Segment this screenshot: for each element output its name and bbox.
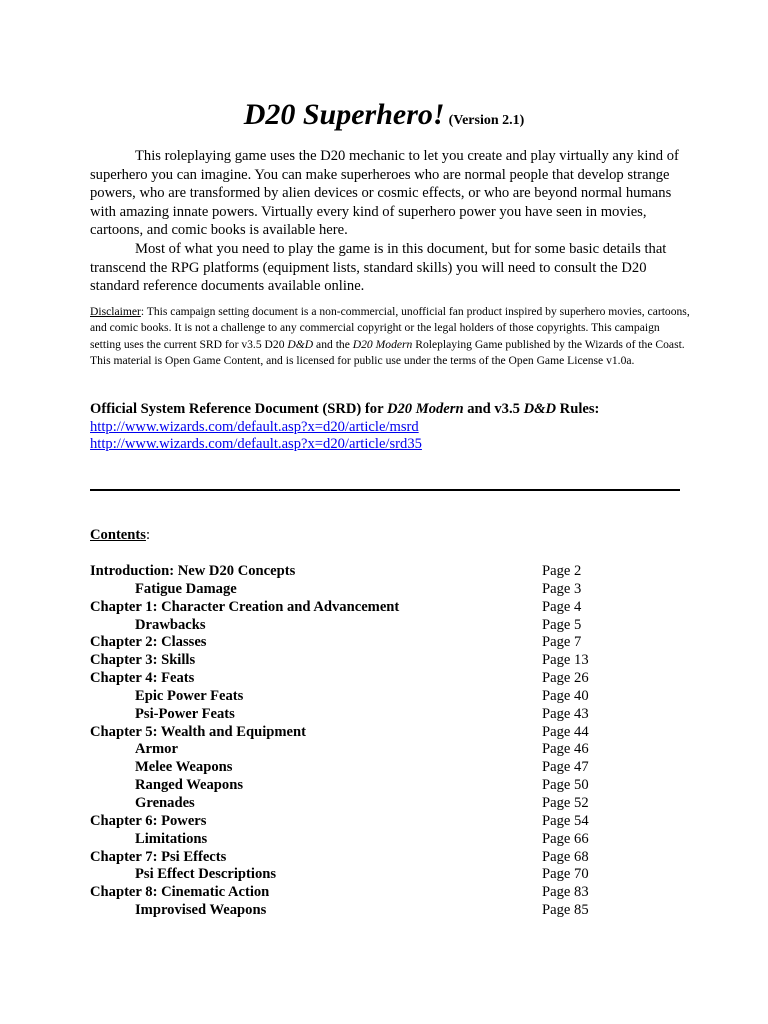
toc-entry-page: Page 83: [542, 884, 589, 901]
toc-entry-title: Chapter 8: Cinematic Action: [90, 884, 270, 901]
srd-heading-dnd: D&D: [523, 401, 557, 417]
toc-entry-page: Page 40: [542, 687, 589, 704]
toc-entry-page: Page 5: [542, 616, 582, 633]
toc-entry-page: Page 54: [542, 812, 589, 829]
intro-section: [90, 147, 690, 296]
srd-heading: [90, 401, 690, 419]
disclaimer-dnd: D&D: [287, 337, 314, 351]
toc-entry: [90, 688, 690, 706]
srd-link-srd35[interactable]: http://www.wizards.com/default.asp?x=d20/article/srd35: [90, 436, 422, 452]
disclaimer-text-1: : This campaign setting document is a non-commercial, unofficial fan product inspired by superhero movies, cartoons, and comic books. It is not a challenge to any commercial copyright or the legal holders of those copyrights. This campaign setting uses the current SRD for v3.5 D20: [90, 305, 690, 351]
title-main: D20 Superhero!: [243, 98, 445, 131]
toc-entry: [90, 724, 690, 742]
toc-entry: [90, 902, 690, 920]
toc-entry-page: Page 47: [542, 759, 589, 776]
toc-entry: [90, 795, 690, 813]
toc-entry-title: Ranged Weapons: [135, 777, 243, 794]
toc-entry-title: Chapter 7: Psi Effects: [90, 848, 227, 865]
toc-entry: [90, 652, 690, 670]
contents-colon: :: [145, 527, 151, 543]
toc-entry-title: Fatigue Damage: [135, 580, 237, 597]
toc-entry-title: Chapter 6: Powers: [90, 812, 207, 829]
toc-entry-title: Chapter 1: Character Creation and Advancement: [90, 598, 400, 615]
toc-entry-page: Page 3: [542, 580, 582, 597]
toc-entry-title: Chapter 3: Skills: [90, 652, 196, 669]
toc-entry-title: Limitations: [135, 830, 208, 847]
toc-entry: [90, 670, 690, 688]
disclaimer-label: Disclaimer: [90, 305, 141, 318]
toc-entry-title: Epic Power Feats: [135, 687, 244, 704]
toc-entry-page: Page 43: [542, 705, 589, 722]
toc-entry-title: Psi-Power Feats: [135, 705, 235, 722]
horizontal-divider: [90, 489, 680, 491]
toc-entry-title: Drawbacks: [135, 616, 206, 633]
toc-entry-title: Improvised Weapons: [135, 902, 267, 919]
toc-entry-title: Chapter 5: Wealth and Equipment: [90, 723, 306, 740]
toc-entry: [90, 884, 690, 902]
intro-paragraph-1: This roleplaying game uses the D20 mechanic to let you create and play virtually any kind of superhero you can imagine. You can make superheroes who are normal people that develop strange powers, who are transformed by alien devices or cosmic effects, or who are beyond normal humans with amazing innate powers. Virtually every kind of superhero power you have seen in movies, cartoons, and comic books is available here.: [90, 148, 679, 239]
toc-entry: [90, 741, 690, 759]
toc-entry-page: Page 66: [542, 830, 589, 847]
toc-entry-title: Melee Weapons: [135, 759, 233, 776]
toc-entry: [90, 617, 690, 635]
srd-section: [90, 401, 690, 454]
document-title: [0, 95, 768, 141]
toc-entry-page: Page 7: [542, 634, 582, 651]
toc-entry-page: Page 4: [542, 598, 582, 615]
toc-entry-title: Introduction: New D20 Concepts: [90, 563, 296, 579]
toc-entry-page: Page 46: [542, 741, 589, 758]
disclaimer-text-2: and the: [313, 337, 353, 351]
srd-heading-a: Official System Reference Document (SRD) for: [90, 401, 387, 417]
contents-label: Contents: [90, 527, 146, 543]
toc-entry: [90, 599, 690, 617]
toc-entry: [90, 634, 690, 652]
toc-entry-page: Page 44: [542, 723, 589, 740]
toc-entry: [90, 813, 690, 831]
toc-entry-title: Chapter 2: Classes: [90, 634, 207, 651]
table-of-contents: [90, 563, 690, 920]
toc-entry-title: Chapter 4: Feats: [90, 670, 195, 687]
srd-heading-e: Rules:: [556, 401, 600, 417]
toc-entry: [90, 831, 690, 849]
toc-entry-page: Page 70: [542, 866, 589, 883]
title-version: (Version 2.1): [448, 113, 525, 128]
toc-entry: [90, 866, 690, 884]
toc-entry-title: Grenades: [135, 794, 195, 811]
contents-heading: [90, 527, 150, 544]
toc-entry: [90, 759, 690, 777]
toc-entry: [90, 706, 690, 724]
toc-entry: [90, 849, 690, 867]
disclaimer-text-3: Roleplaying Game published by the Wizards of the Coast. This material is Open Game Content, and is licensed for public use under the terms of the Open Game License v1.0a.: [90, 337, 685, 368]
toc-entry: [90, 563, 690, 581]
toc-entry-page: Page 50: [542, 777, 589, 794]
srd-heading-modern: D20 Modern: [386, 401, 464, 417]
toc-entry-page: Page 2: [542, 563, 582, 579]
intro-paragraph-2: Most of what you need to play the game is in this document, but for some basic details that transcend the RPG platforms (equipment lists, standard skills) you will need to consult the D20 standard reference documents available online.: [90, 240, 667, 295]
toc-entry-page: Page 68: [542, 848, 589, 865]
toc-entry-page: Page 85: [542, 902, 589, 919]
toc-entry-title: Psi Effect Descriptions: [135, 866, 277, 883]
toc-entry: [90, 581, 690, 599]
toc-entry-title: Armor: [135, 741, 178, 758]
srd-link-msrd[interactable]: http://www.wizards.com/default.asp?x=d20/article/msrd: [90, 418, 419, 435]
disclaimer: [90, 304, 690, 370]
srd-heading-c: and v3.5: [463, 401, 524, 417]
toc-entry-page: Page 26: [542, 670, 589, 687]
toc-entry-page: Page 13: [542, 652, 589, 669]
toc-entry-page: Page 52: [542, 794, 589, 811]
disclaimer-modern: D20 Modern: [352, 337, 413, 351]
toc-entry: [90, 777, 690, 795]
